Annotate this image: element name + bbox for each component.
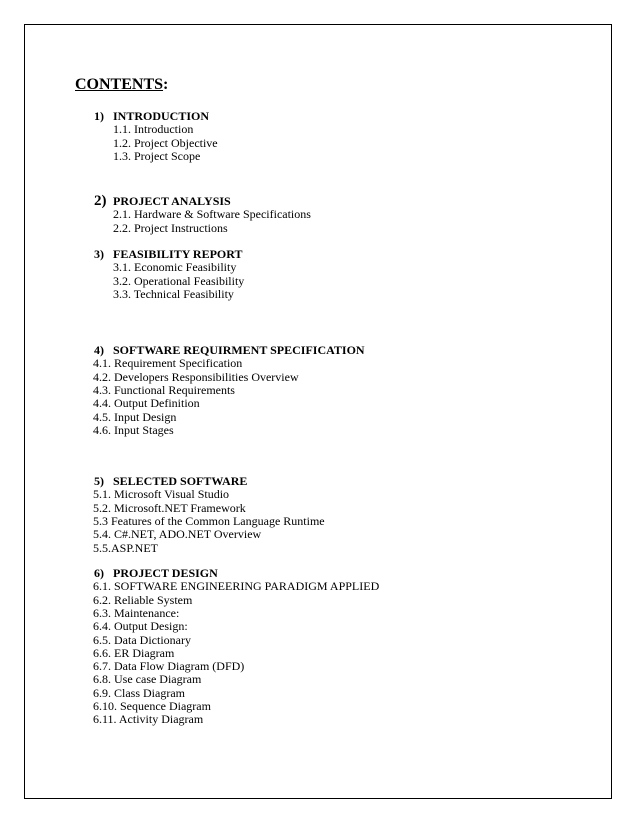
toc-item: 1.2. Project Objective [113, 135, 218, 150]
toc-item: 4.1. Requirement Specification [93, 356, 243, 371]
section-heading-1 [94, 110, 209, 123]
section-number: 3) [94, 247, 104, 261]
section-heading-text: PROJECT ANALYSIS [113, 194, 231, 208]
contents-title-suffix: : [163, 76, 169, 93]
section-heading-5 [94, 475, 247, 488]
toc-item: 4.2. Developers Responsibilities Overview [93, 369, 299, 384]
toc-item: 4.6. Input Stages [93, 422, 174, 437]
toc-item: 6.2. Reliable System [93, 592, 193, 607]
section-heading-6 [94, 567, 218, 580]
contents-title-text: CONTENTS [75, 76, 164, 93]
section-heading-text: INTRODUCTION [113, 109, 210, 123]
toc-item: 6.7. Data Flow Diagram (DFD) [93, 659, 245, 674]
section-heading-3 [94, 248, 243, 261]
toc-item: 4.5. Input Design [93, 409, 177, 424]
toc-item: 5.4. C#.NET, ADO.NET Overview [93, 527, 262, 542]
section-number: 4) [94, 343, 104, 357]
section-heading-text: SELECTED SOFTWARE [113, 474, 248, 488]
toc-item: 2.2. Project Instructions [113, 220, 228, 235]
toc-item: 4.3. Functional Requirements [93, 382, 235, 397]
toc-item: 6.3. Maintenance: [93, 605, 180, 620]
contents-title [75, 76, 168, 94]
toc-item: 3.1. Economic Feasibility [113, 260, 237, 275]
section-heading-4 [94, 344, 365, 357]
section-number: 2) [94, 193, 107, 209]
toc-item: 6.6. ER Diagram [93, 645, 175, 660]
section-heading-2 [94, 195, 231, 208]
toc-item: 6.9. Class Diagram [93, 685, 185, 700]
section-heading-text: SOFTWARE REQUIRMENT SPECIFICATION [113, 343, 365, 357]
toc-item: 6.11. Activity Diagram [93, 712, 204, 727]
toc-item: 6.4. Output Design: [93, 619, 188, 634]
toc-item: 1.3. Project Scope [113, 148, 201, 163]
toc-item: 5.5.ASP.NET [93, 540, 159, 555]
toc-item: 6.1. SOFTWARE ENGINEERING PARADIGM APPLIED [93, 579, 380, 594]
toc-item: 4.4. Output Definition [93, 396, 200, 411]
toc-item: 1.1. Introduction [113, 122, 194, 137]
toc-item: 5.2. Microsoft.NET Framework [93, 500, 246, 515]
toc-item: 3.3. Technical Feasibility [113, 286, 234, 301]
toc-item: 3.2. Operational Feasibility [113, 273, 245, 288]
section-number: 1) [94, 109, 104, 123]
section-number: 6) [94, 566, 104, 580]
section-number: 5) [94, 474, 104, 488]
section-heading-text: PROJECT DESIGN [113, 566, 218, 580]
toc-item: 5.1. Microsoft Visual Studio [93, 487, 230, 502]
toc-item: 6.10. Sequence Diagram [93, 699, 211, 713]
toc-item: 2.1. Hardware & Software Specifications [113, 207, 311, 222]
toc-item: 6.5. Data Dictionary [93, 632, 191, 647]
section-heading-text: FEASIBILITY REPORT [113, 247, 243, 261]
toc-item: 5.3 Features of the Common Language Runtime [93, 513, 325, 528]
toc-item: 6.8. Use case Diagram [93, 672, 202, 687]
